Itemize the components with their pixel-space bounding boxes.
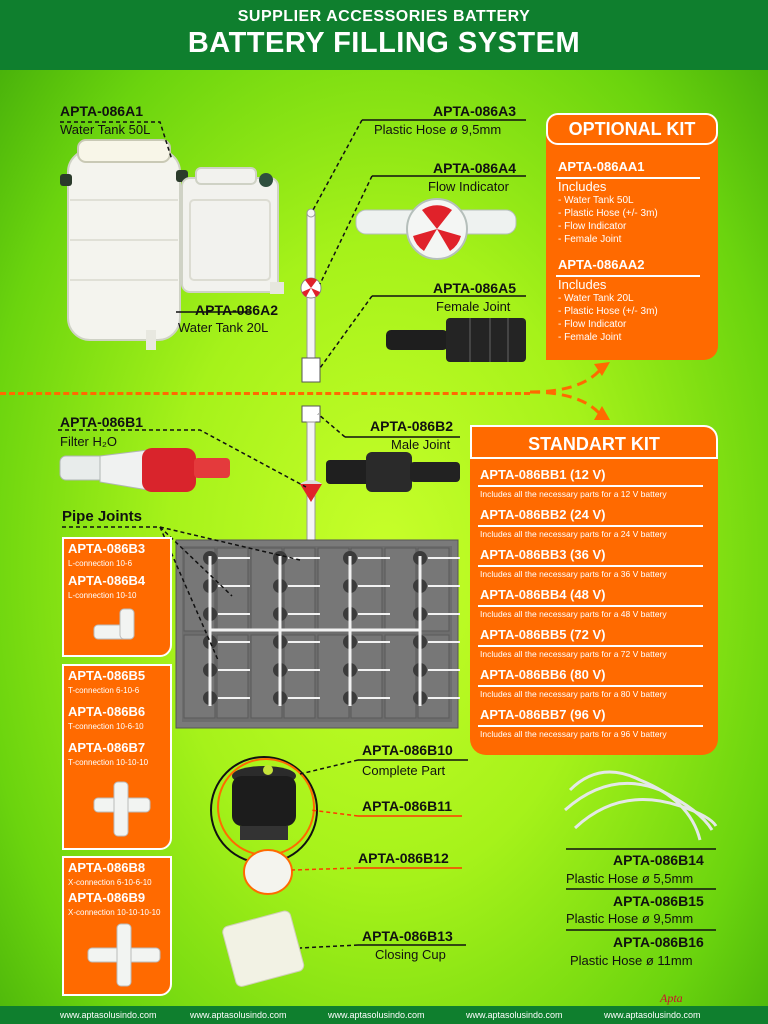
pipe-joint-code: APTA-086B6	[68, 704, 146, 719]
divider	[478, 645, 703, 647]
part-code-b14: APTA-086B14	[613, 852, 704, 868]
vertical-hose-top	[301, 209, 321, 382]
divider	[478, 525, 703, 527]
part-name-b2: Male Joint	[391, 437, 451, 452]
part-name-b13: Closing Cup	[375, 947, 446, 962]
part-code-b2: APTA-086B2	[370, 418, 453, 434]
closing-cup-image	[221, 910, 305, 988]
part-code-a3: APTA-086A3	[433, 103, 516, 119]
pipe-joint-group-x	[62, 856, 172, 996]
divider	[478, 565, 703, 567]
part-name-b14: Plastic Hose ø 5,5mm	[566, 871, 694, 886]
part-code-b10: APTA-086B10	[362, 742, 453, 758]
pipe-joint-desc: T-connection 10-6-10	[68, 722, 144, 731]
pipe-joint-desc: X-connection 10-10-10-10	[68, 908, 161, 917]
pipe-joint-desc: X-connection 6-10-6-10	[68, 878, 152, 887]
part-name-a3: Plastic Hose ø 9,5mm	[374, 122, 502, 137]
standart-kit-code: APTA-086BB1 (12 V)	[480, 467, 606, 482]
footer-website[interactable]: www.aptasolusindo.com	[466, 1010, 563, 1020]
pipe-joints-title: Pipe Joints	[62, 508, 143, 525]
part-name-a1: Water Tank 50L	[60, 122, 151, 137]
part-code-b13: APTA-086B13	[362, 928, 453, 944]
optional-kit-code: APTA-086AA1	[558, 159, 645, 174]
battery-cell	[385, 548, 416, 631]
standart-kit-code: APTA-086BB5 (72 V)	[480, 627, 606, 642]
pipe-joint-code: APTA-086B9	[68, 890, 146, 905]
optional-kit-item: - Plastic Hose (+/- 3m)	[558, 208, 658, 219]
standart-kit-desc: Includes all the necessary parts for a 24 V battery	[480, 529, 667, 539]
part-name-a5: Female Joint	[436, 299, 511, 314]
battery-cell	[284, 635, 315, 718]
battery-cell	[385, 635, 416, 718]
footer-website[interactable]: www.aptasolusindo.com	[60, 1010, 157, 1020]
battery-cell	[217, 635, 248, 718]
battery-cell	[217, 548, 248, 631]
optional-kit-item: - Water Tank 50L	[558, 195, 634, 206]
standart-kit-title: STANDART KIT	[470, 425, 718, 459]
t-connection-icon	[88, 776, 158, 840]
optional-kit-item: - Plastic Hose (+/- 3m)	[558, 306, 658, 317]
standart-kit-code: APTA-086BB4 (48 V)	[480, 587, 606, 602]
flow-indicator-image	[356, 199, 516, 259]
pipe-joint-code: APTA-086B5	[68, 668, 146, 683]
part-code-b1: APTA-086B1	[60, 414, 143, 430]
optional-kit-item: - Water Tank 20L	[558, 293, 634, 304]
optional-kit-item: - Flow Indicator	[558, 319, 627, 330]
female-joint-image	[386, 318, 526, 362]
optional-kit-panel	[546, 113, 718, 360]
part-code-b16: APTA-086B16	[613, 934, 704, 950]
part-name-a2: Water Tank 20L	[178, 320, 269, 335]
pipe-joint-desc: T-connection 6-10-6	[68, 686, 140, 695]
x-connection-icon	[84, 920, 164, 990]
standart-kit-desc: Includes all the necessary parts for a 12 V battery	[480, 489, 667, 499]
l-connection-icon	[88, 605, 158, 651]
plug-image	[211, 757, 317, 894]
part-code-b15: APTA-086B15	[613, 893, 704, 909]
pipe-joint-desc: L-connection 10-10	[68, 591, 137, 600]
part-code-b11: APTA-086B11	[362, 798, 453, 814]
part-name-a4: Flow Indicator	[428, 179, 509, 194]
standart-kit-desc: Includes all the necessary parts for a 80 V battery	[480, 689, 667, 699]
standart-kit-desc: Includes all the necessary parts for a 72 V battery	[480, 649, 667, 659]
standart-kit-code: APTA-086BB6 (80 V)	[480, 667, 606, 682]
pipe-joint-group-t	[62, 664, 172, 850]
part-code-a1: APTA-086A1	[60, 103, 143, 119]
part-name-b10: Complete Part	[362, 763, 446, 778]
footer-website[interactable]: www.aptasolusindo.com	[604, 1010, 701, 1020]
hoses-image	[565, 772, 716, 840]
standart-kit-desc: Includes all the necessary parts for a 36 V battery	[480, 569, 667, 579]
filter-image	[60, 448, 230, 492]
standart-kit-code: APTA-086BB7 (96 V)	[480, 707, 606, 722]
standart-kit-code: APTA-086BB2 (24 V)	[480, 507, 606, 522]
water-tank-50l-image	[60, 140, 188, 350]
battery-cell	[351, 635, 382, 718]
standart-kit-desc: Includes all the necessary parts for a 96 V battery	[480, 729, 667, 739]
header-title: BATTERY FILLING SYSTEM	[187, 27, 581, 59]
optional-kit-item: - Female Joint	[558, 332, 622, 343]
part-name-b1: Filter H₂O	[60, 434, 118, 449]
divider	[478, 605, 703, 607]
optional-kit-item: - Female Joint	[558, 234, 622, 245]
divider	[478, 485, 703, 487]
standart-kit-panel	[470, 425, 718, 755]
pipe-joint-code: APTA-086B7	[68, 740, 146, 755]
standart-kit-desc: Includes all the necessary parts for a 48 V battery	[480, 609, 667, 619]
footer-website[interactable]: www.aptasolusindo.com	[190, 1010, 287, 1020]
pipe-joint-code: APTA-086B4	[68, 573, 146, 588]
pipe-joint-desc: L-connection 10-6	[68, 559, 133, 568]
battery-cell	[318, 635, 349, 718]
optional-kit-title: OPTIONAL KIT	[546, 113, 718, 145]
pipe-joint-code: APTA-086B3	[68, 541, 146, 556]
part-code-a5: APTA-086A5	[433, 280, 516, 296]
part-code-b12: APTA-086B12	[358, 850, 449, 866]
optional-kit-code: APTA-086AA2	[558, 257, 645, 272]
pipe-joint-code: APTA-086B8	[68, 860, 146, 875]
footer-website[interactable]: www.aptasolusindo.com	[328, 1010, 425, 1020]
footer	[0, 1006, 768, 1024]
part-code-a4: APTA-086A4	[433, 160, 516, 176]
water-tank-20l-image	[182, 168, 284, 294]
part-name-b16: Plastic Hose ø 11mm	[570, 953, 693, 968]
divider	[478, 725, 703, 727]
header-subtitle: SUPPLIER ACCESSORIES BATTERY	[237, 8, 531, 25]
part-name-b15: Plastic Hose ø 9,5mm	[566, 911, 694, 926]
optional-kit-includes: Includes	[558, 179, 607, 194]
optional-kit-item: - Flow Indicator	[558, 221, 627, 232]
part-code-a2: APTA-086A2	[195, 302, 278, 318]
pipe-joint-group-l	[62, 537, 172, 657]
male-joint-image	[326, 452, 460, 492]
footer-logo-mark: Apta	[660, 991, 683, 1005]
standart-kit-code: APTA-086BB3 (36 V)	[480, 547, 606, 562]
optional-kit-includes: Includes	[558, 277, 607, 292]
divider	[478, 685, 703, 687]
pipe-joint-desc: T-connection 10-10-10	[68, 758, 149, 767]
